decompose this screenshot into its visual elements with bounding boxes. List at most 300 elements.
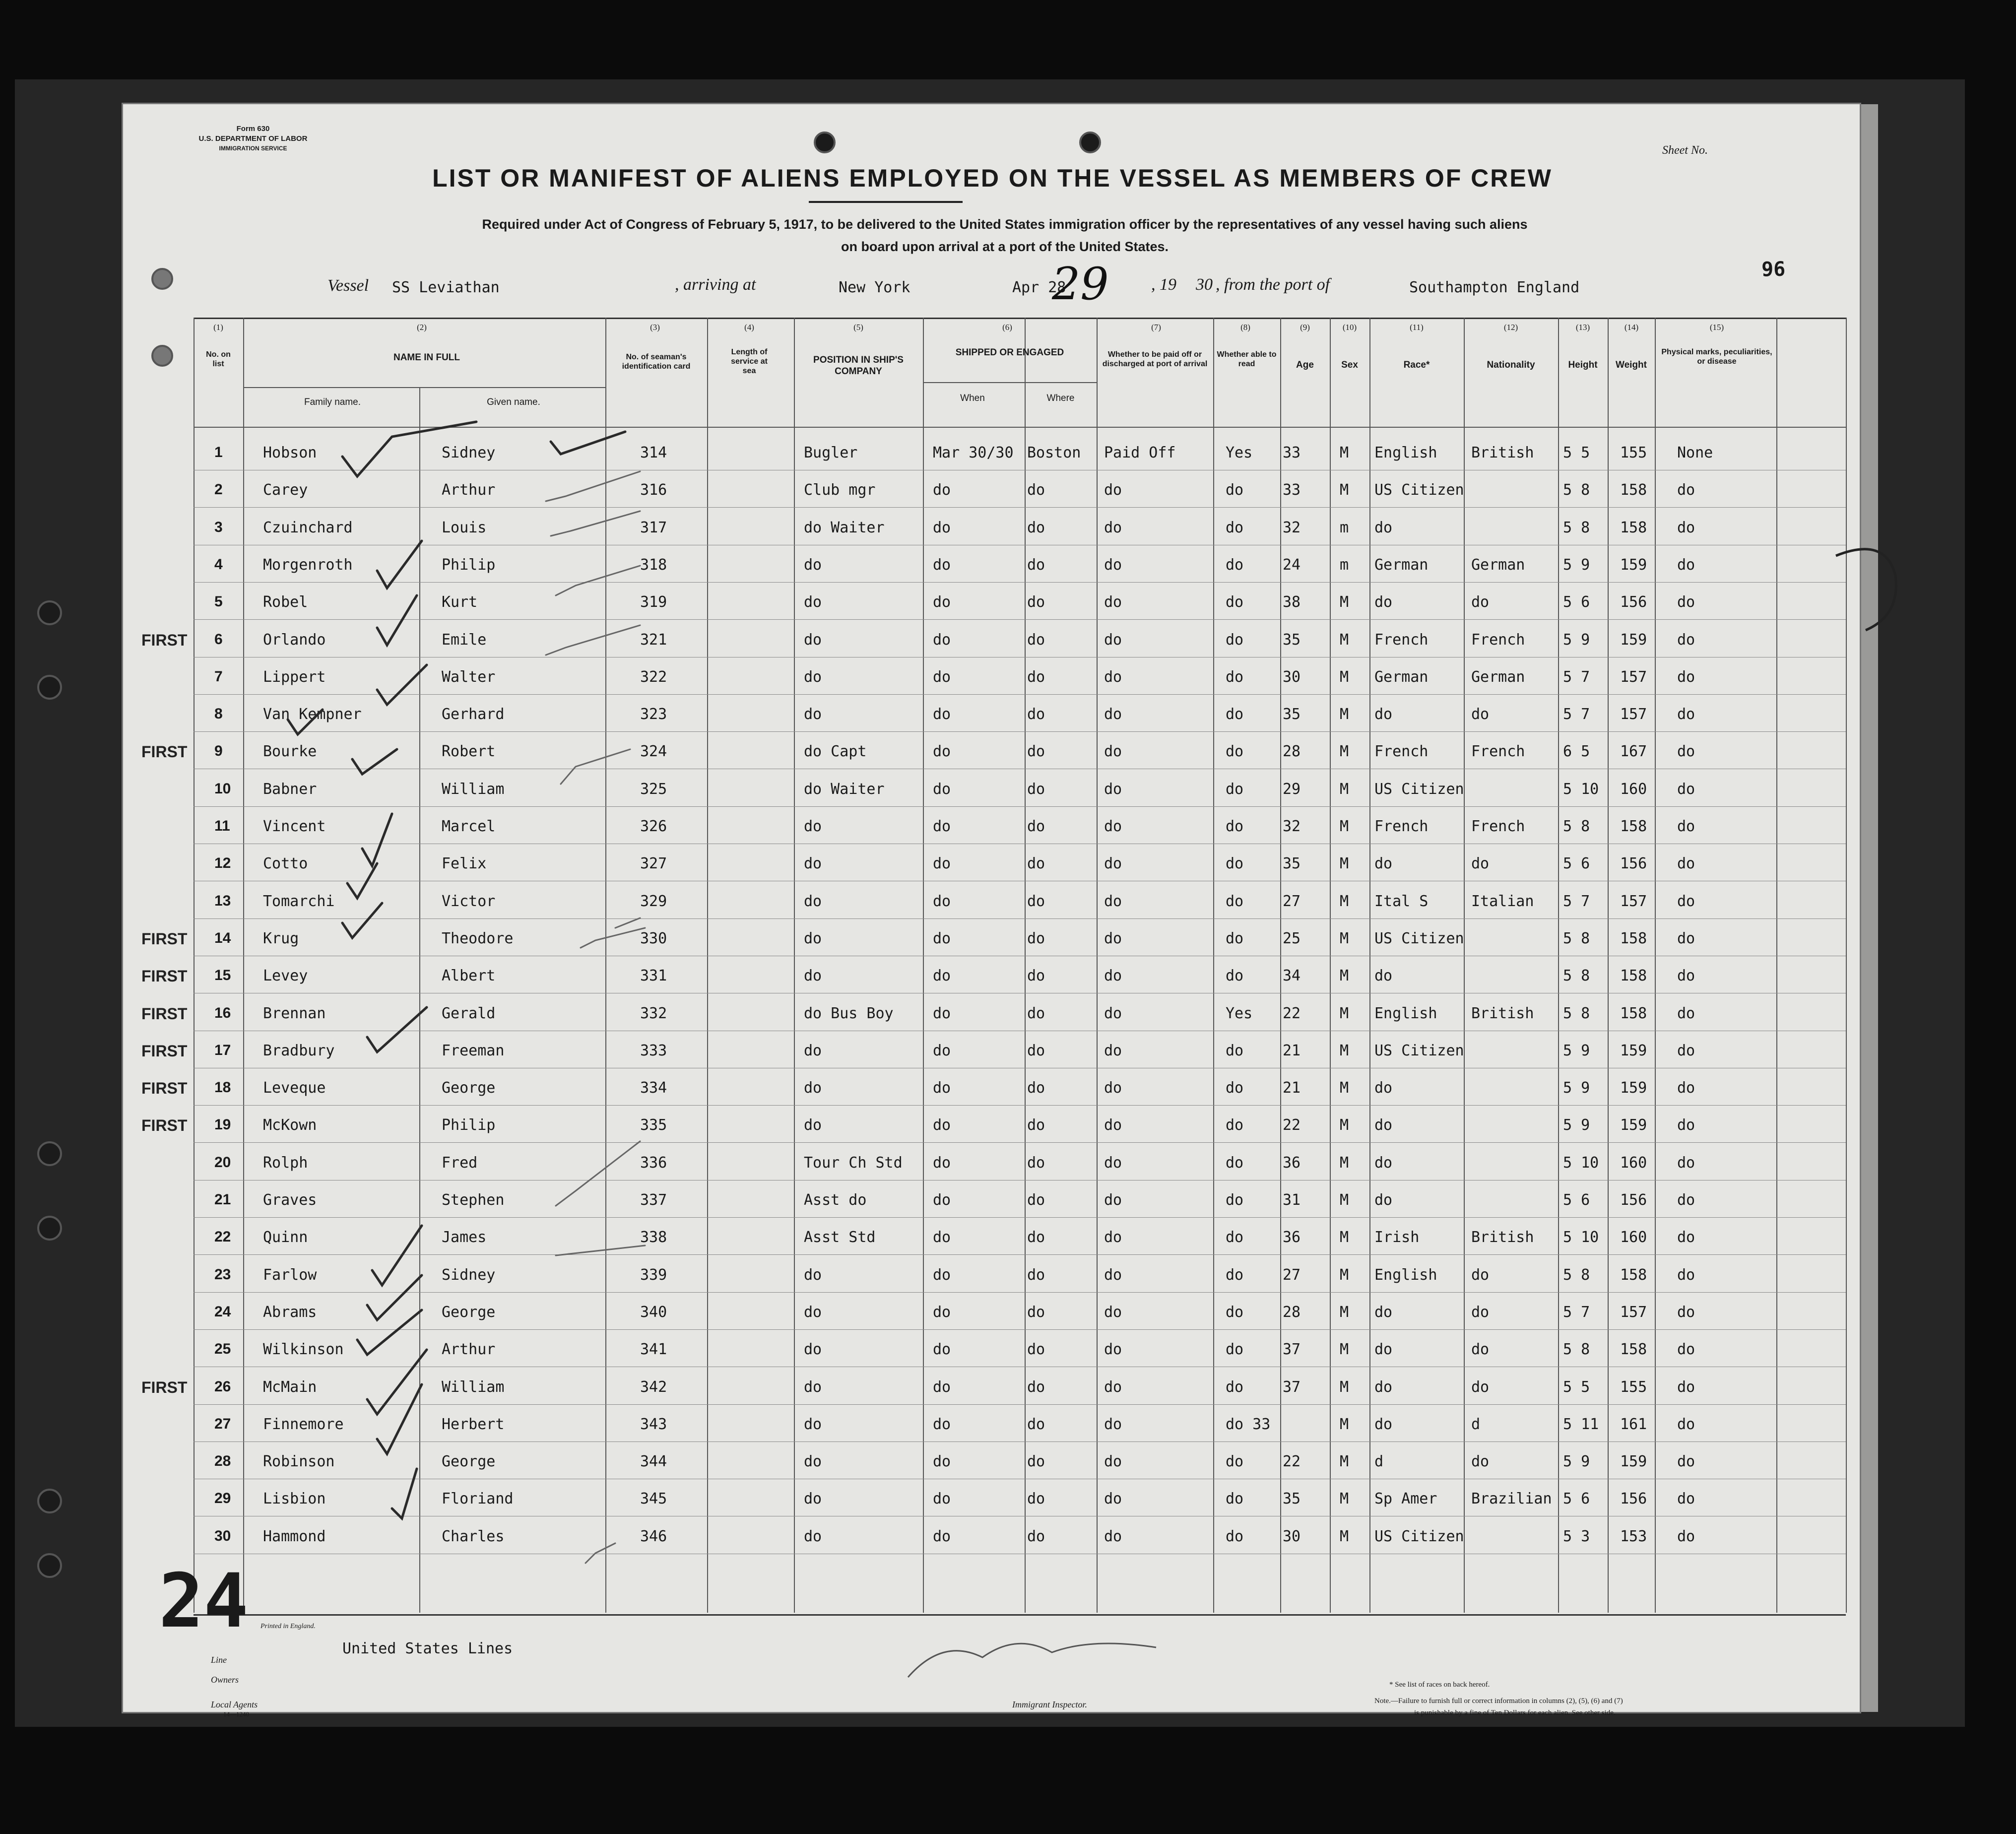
physical-marks: do bbox=[1677, 818, 1695, 835]
height: 5 8 bbox=[1563, 1004, 1590, 1022]
position: do bbox=[804, 1490, 822, 1508]
weight: 157 bbox=[1620, 892, 1647, 910]
height: 5 9 bbox=[1563, 1079, 1590, 1097]
shipped-where: do bbox=[1027, 1191, 1045, 1209]
card-number: 321 bbox=[640, 631, 667, 649]
weight: 155 bbox=[1620, 444, 1647, 461]
given-name: Freeman bbox=[442, 1042, 505, 1059]
position: do bbox=[804, 1378, 822, 1396]
given-name: William bbox=[442, 1378, 505, 1396]
family-name: Wilkinson bbox=[263, 1341, 344, 1359]
col-num-6: (6) bbox=[1002, 323, 1012, 332]
position: do bbox=[804, 1341, 822, 1359]
given-name: Emile bbox=[442, 631, 487, 649]
table-row bbox=[0, 818, 2016, 848]
shipped-where: do bbox=[1027, 631, 1045, 649]
physical-marks: do bbox=[1677, 1004, 1695, 1022]
weight: 158 bbox=[1620, 1004, 1647, 1022]
paid-off: do bbox=[1104, 519, 1122, 536]
row-number: 8 bbox=[214, 706, 223, 722]
family-name: Carey bbox=[263, 481, 308, 499]
able-to-read: do bbox=[1226, 1303, 1244, 1321]
weight: 159 bbox=[1620, 631, 1647, 649]
height: 5 7 bbox=[1563, 892, 1590, 910]
weight: 153 bbox=[1620, 1527, 1647, 1545]
weight: 160 bbox=[1620, 780, 1647, 798]
position: do bbox=[804, 1116, 822, 1134]
position: do bbox=[804, 593, 822, 611]
shipped-when: do bbox=[933, 1266, 951, 1284]
card-number: 336 bbox=[640, 1154, 667, 1172]
height: 5 8 bbox=[1563, 929, 1590, 947]
position: do bbox=[804, 967, 822, 985]
card-number: 334 bbox=[640, 1079, 667, 1097]
paid-off: do bbox=[1104, 1378, 1122, 1396]
row-number: 5 bbox=[214, 593, 223, 610]
family-name: Hobson bbox=[263, 444, 317, 461]
shipped-where: Boston bbox=[1027, 444, 1081, 461]
shipped-when: do bbox=[933, 1490, 951, 1508]
age: 22 bbox=[1283, 1004, 1301, 1022]
given-name: Charles bbox=[442, 1527, 505, 1545]
card-number: 317 bbox=[640, 519, 667, 536]
shipped-where: do bbox=[1027, 1527, 1045, 1545]
shipped-when: do bbox=[933, 1453, 951, 1471]
weight: 159 bbox=[1620, 556, 1647, 574]
given-name: Gerhard bbox=[442, 706, 505, 723]
from-port: Southampton England bbox=[1409, 279, 1580, 296]
local-agents-label: Local Agents bbox=[211, 1700, 258, 1709]
physical-marks: do bbox=[1677, 743, 1695, 761]
given-name: Theodore bbox=[442, 929, 514, 947]
shipped-where: do bbox=[1027, 1116, 1045, 1134]
shipped-when: do bbox=[933, 818, 951, 835]
paid-off: do bbox=[1104, 1079, 1122, 1097]
weight: 160 bbox=[1620, 1229, 1647, 1246]
row-number: 27 bbox=[214, 1415, 231, 1432]
table-row bbox=[0, 1191, 2016, 1221]
shipped-where: do bbox=[1027, 1453, 1045, 1471]
position: Tour Ch Std bbox=[804, 1154, 903, 1172]
card-number: 339 bbox=[640, 1266, 667, 1284]
height: 5 6 bbox=[1563, 855, 1590, 873]
shipped-when: do bbox=[933, 1154, 951, 1172]
nationality: d bbox=[1471, 1415, 1481, 1433]
row-number: 19 bbox=[214, 1116, 231, 1133]
row-number: 24 bbox=[214, 1303, 231, 1320]
physical-marks: do bbox=[1677, 1453, 1695, 1471]
race: US Citizen bbox=[1374, 929, 1464, 947]
able-to-read: do bbox=[1226, 668, 1244, 686]
shipped-when: do bbox=[933, 1415, 951, 1433]
vessel-line bbox=[327, 275, 369, 295]
nationality: do bbox=[1471, 706, 1490, 723]
card-number: 340 bbox=[640, 1303, 667, 1321]
family-name: Van Kempner bbox=[263, 706, 362, 723]
shipped-where: do bbox=[1027, 743, 1045, 761]
row-number: 12 bbox=[214, 855, 231, 872]
paid-off: do bbox=[1104, 556, 1122, 574]
col-header-length: Length of service at sea bbox=[731, 348, 768, 376]
card-number: 345 bbox=[640, 1490, 667, 1508]
age: 33 bbox=[1283, 444, 1301, 461]
weight: 159 bbox=[1620, 1079, 1647, 1097]
age: 21 bbox=[1283, 1079, 1301, 1097]
shipped-where: do bbox=[1027, 1229, 1045, 1246]
shipped-when: do bbox=[933, 929, 951, 947]
age: 37 bbox=[1283, 1341, 1301, 1359]
shipped-where: do bbox=[1027, 1415, 1045, 1433]
given-name: George bbox=[442, 1079, 496, 1097]
shipped-where: do bbox=[1027, 1266, 1045, 1284]
col-header-name: NAME IN FULL bbox=[393, 352, 460, 363]
age: 32 bbox=[1283, 818, 1301, 835]
table-row bbox=[0, 781, 2016, 810]
card-number: 338 bbox=[640, 1229, 667, 1246]
page-title: LIST OR MANIFEST OF ALIENS EMPLOYED ON THE VESSEL AS MEMBERS OF CREW bbox=[432, 164, 1553, 192]
col-header-weight: Weight bbox=[1616, 360, 1647, 370]
shipped-when: do bbox=[933, 1527, 951, 1545]
physical-marks: do bbox=[1677, 1191, 1695, 1209]
nationality: do bbox=[1471, 1341, 1490, 1359]
row-rule bbox=[194, 1329, 1846, 1330]
weight: 161 bbox=[1620, 1415, 1647, 1433]
position: do bbox=[804, 892, 822, 910]
able-to-read: do bbox=[1226, 1229, 1244, 1246]
weight: 156 bbox=[1620, 593, 1647, 611]
header-rule bbox=[923, 382, 1097, 383]
card-number: 346 bbox=[640, 1527, 667, 1545]
shipped-when: do bbox=[933, 1378, 951, 1396]
shipped-when: do bbox=[933, 1116, 951, 1134]
weight: 156 bbox=[1620, 855, 1647, 873]
family-name: Robinson bbox=[263, 1453, 335, 1471]
nationality: British bbox=[1471, 444, 1534, 461]
family-name: Lisbion bbox=[263, 1490, 326, 1508]
sex: m bbox=[1340, 556, 1349, 574]
age: 28 bbox=[1283, 1303, 1301, 1321]
form-number: Form 630 bbox=[236, 125, 270, 133]
form-info bbox=[149, 124, 357, 152]
department: U.S. DEPARTMENT OF LABOR bbox=[198, 134, 308, 143]
sex: M bbox=[1340, 593, 1349, 611]
able-to-read: do bbox=[1226, 1042, 1244, 1059]
height: 5 10 bbox=[1563, 1154, 1599, 1172]
height: 5 7 bbox=[1563, 1303, 1590, 1321]
given-name: Arthur bbox=[442, 481, 496, 499]
col-header-family: Family name. bbox=[304, 397, 361, 407]
card-number: 326 bbox=[640, 818, 667, 835]
position: do bbox=[804, 556, 822, 574]
row-rule bbox=[194, 694, 1846, 695]
physical-marks: do bbox=[1677, 892, 1695, 910]
weight: 158 bbox=[1620, 481, 1647, 499]
row-number: 16 bbox=[214, 1004, 231, 1021]
col-num-2: (2) bbox=[417, 323, 427, 332]
nationality: German bbox=[1471, 556, 1525, 574]
age: 28 bbox=[1283, 743, 1301, 761]
position: do bbox=[804, 929, 822, 947]
table-row bbox=[0, 1042, 2016, 1072]
able-to-read: do bbox=[1226, 1490, 1244, 1508]
nationality: British bbox=[1471, 1229, 1534, 1246]
age: 31 bbox=[1283, 1191, 1301, 1209]
col-header-shipped: SHIPPED OR ENGAGED bbox=[955, 347, 1064, 358]
height: 5 6 bbox=[1563, 1191, 1590, 1209]
race: US Citizen bbox=[1374, 780, 1464, 798]
sex: M bbox=[1340, 1303, 1349, 1321]
page-number: 96 bbox=[1761, 258, 1786, 281]
shipped-where: do bbox=[1027, 481, 1045, 499]
family-name: McMain bbox=[263, 1378, 317, 1396]
table-row bbox=[0, 967, 2016, 997]
physical-marks: do bbox=[1677, 631, 1695, 649]
sex: M bbox=[1340, 743, 1349, 761]
shipped-where: do bbox=[1027, 1154, 1045, 1172]
col-num-11: (11) bbox=[1410, 323, 1424, 332]
given-name: Marcel bbox=[442, 818, 496, 835]
height: 5 9 bbox=[1563, 1042, 1590, 1059]
table-row bbox=[0, 1229, 2016, 1258]
shipped-where: do bbox=[1027, 1490, 1045, 1508]
shipped-where: do bbox=[1027, 892, 1045, 910]
age: 36 bbox=[1283, 1154, 1301, 1172]
able-to-read: do bbox=[1226, 855, 1244, 873]
able-to-read: do bbox=[1226, 1453, 1244, 1471]
shipped-when: do bbox=[933, 481, 951, 499]
given-name: Walter bbox=[442, 668, 496, 686]
race: do bbox=[1374, 519, 1393, 536]
printed-note: Printed in England. bbox=[260, 1623, 316, 1630]
row-number: 7 bbox=[214, 668, 223, 685]
physical-marks: do bbox=[1677, 1229, 1695, 1246]
age: 30 bbox=[1283, 1527, 1301, 1545]
col-header-card: No. of seaman's identification card bbox=[622, 353, 691, 371]
sex: M bbox=[1340, 1116, 1349, 1134]
row-number: 3 bbox=[214, 519, 223, 535]
physical-marks: do bbox=[1677, 706, 1695, 723]
paid-off: do bbox=[1104, 892, 1122, 910]
weight: 156 bbox=[1620, 1191, 1647, 1209]
sex: M bbox=[1340, 668, 1349, 686]
table-row bbox=[0, 930, 2016, 960]
sex: M bbox=[1340, 1042, 1349, 1059]
row-rule bbox=[194, 918, 1846, 919]
height: 5 8 bbox=[1563, 1266, 1590, 1284]
handwritten-date: 29 bbox=[1052, 258, 1109, 310]
position: do bbox=[804, 668, 822, 686]
paid-off: do bbox=[1104, 706, 1122, 723]
row-number: 4 bbox=[214, 556, 223, 573]
position: do bbox=[804, 1042, 822, 1059]
shipped-when: do bbox=[933, 1191, 951, 1209]
card-number: 341 bbox=[640, 1341, 667, 1359]
table-row bbox=[0, 1341, 2016, 1371]
race: do bbox=[1374, 1079, 1393, 1097]
given-name: Sidney bbox=[442, 444, 496, 461]
position: do bbox=[804, 1303, 822, 1321]
nationality: do bbox=[1471, 1303, 1490, 1321]
row-number: 11 bbox=[214, 818, 230, 834]
row-number: 30 bbox=[214, 1527, 231, 1544]
row-mark: FIRST bbox=[141, 929, 188, 948]
subtitle-line-2: on board upon arrival at a port of the United States. bbox=[841, 239, 1169, 254]
able-to-read: do bbox=[1226, 1527, 1244, 1545]
sheet-number-label: Sheet No. bbox=[1662, 144, 1708, 157]
sex: M bbox=[1340, 1490, 1349, 1508]
paid-off: do bbox=[1104, 818, 1122, 835]
given-name: Felix bbox=[442, 855, 487, 873]
col-num-8: (8) bbox=[1240, 323, 1250, 332]
paid-off: do bbox=[1104, 481, 1122, 499]
row-rule bbox=[194, 1217, 1846, 1218]
races-note: * See list of races on back hereof. bbox=[1389, 1681, 1490, 1689]
table-row bbox=[0, 706, 2016, 735]
able-to-read: do bbox=[1226, 1079, 1244, 1097]
weight: 160 bbox=[1620, 1154, 1647, 1172]
physical-marks: do bbox=[1677, 1341, 1695, 1359]
sex: M bbox=[1340, 1415, 1349, 1433]
age: 24 bbox=[1283, 556, 1301, 574]
shipped-when: do bbox=[933, 892, 951, 910]
given-name: Louis bbox=[442, 519, 487, 536]
physical-marks: do bbox=[1677, 1415, 1695, 1433]
age: 21 bbox=[1283, 1042, 1301, 1059]
col-num-12: (12) bbox=[1503, 323, 1518, 332]
vessel-name: SS Leviathan bbox=[392, 279, 500, 296]
physical-marks: do bbox=[1677, 1266, 1695, 1284]
table-row bbox=[0, 668, 2016, 698]
sex: M bbox=[1340, 1527, 1349, 1545]
row-rule bbox=[194, 1292, 1846, 1293]
row-number: 17 bbox=[214, 1042, 231, 1058]
table-row bbox=[0, 1490, 2016, 1520]
row-number: 29 bbox=[214, 1490, 231, 1507]
height: 5 8 bbox=[1563, 1341, 1590, 1359]
col-header-marks: Physical marks, peculiarities, or disease bbox=[1661, 348, 1772, 366]
row-rule bbox=[194, 1142, 1846, 1143]
family-name: Brennan bbox=[263, 1004, 326, 1022]
paid-off: do bbox=[1104, 929, 1122, 947]
family-name: McKown bbox=[263, 1116, 317, 1134]
paid-off: do bbox=[1104, 1042, 1122, 1059]
age: 35 bbox=[1283, 1490, 1301, 1508]
row-number: 22 bbox=[214, 1229, 231, 1245]
row-number: 14 bbox=[214, 929, 231, 946]
card-number: 344 bbox=[640, 1453, 667, 1471]
weight: 167 bbox=[1620, 743, 1647, 761]
race: US Citizen bbox=[1374, 481, 1464, 499]
race: do bbox=[1374, 1415, 1393, 1433]
sex: M bbox=[1340, 929, 1349, 947]
height: 5 5 bbox=[1563, 1378, 1590, 1396]
family-name: Krug bbox=[263, 929, 299, 947]
row-number: 18 bbox=[214, 1079, 231, 1096]
paid-off: do bbox=[1104, 967, 1122, 985]
position: Bugler bbox=[804, 444, 858, 461]
paid-off: do bbox=[1104, 1116, 1122, 1134]
fine-note-1: Note.—Failure to furnish full or correct information in columns (2), (5), (6) and (7) bbox=[1374, 1697, 1623, 1705]
able-to-read: do bbox=[1226, 706, 1244, 723]
given-name: James bbox=[442, 1229, 487, 1246]
col-num-10: (10) bbox=[1342, 323, 1357, 332]
weight: 157 bbox=[1620, 668, 1647, 686]
physical-marks: do bbox=[1677, 1527, 1695, 1545]
family-name: Lippert bbox=[263, 668, 326, 686]
table-row bbox=[0, 444, 2016, 474]
height: 5 9 bbox=[1563, 1116, 1590, 1134]
col-header-age: Age bbox=[1296, 360, 1314, 370]
table-row bbox=[0, 1005, 2016, 1035]
col-header-when: When bbox=[960, 393, 985, 403]
race: German bbox=[1374, 556, 1429, 574]
shipped-when: do bbox=[933, 855, 951, 873]
shipped-when: do bbox=[933, 593, 951, 611]
position: do Waiter bbox=[804, 780, 885, 798]
col-num-13: (13) bbox=[1575, 323, 1590, 332]
shipped-where: do bbox=[1027, 1004, 1045, 1022]
table-row bbox=[0, 1304, 2016, 1333]
shipped-when: do bbox=[933, 556, 951, 574]
sex: M bbox=[1340, 1154, 1349, 1172]
given-name: Arthur bbox=[442, 1341, 496, 1359]
row-number: 13 bbox=[214, 892, 231, 909]
inspector-label: Immigrant Inspector. bbox=[1012, 1700, 1087, 1709]
row-mark: FIRST bbox=[141, 1004, 188, 1023]
card-number: 316 bbox=[640, 481, 667, 499]
row-rule bbox=[194, 582, 1846, 583]
race: do bbox=[1374, 1378, 1393, 1396]
paid-off: do bbox=[1104, 743, 1122, 761]
shipped-when: do bbox=[933, 1079, 951, 1097]
card-number: 335 bbox=[640, 1116, 667, 1134]
arriving-port: New York bbox=[839, 279, 910, 296]
physical-marks: do bbox=[1677, 1303, 1695, 1321]
family-name: Finnemore bbox=[263, 1415, 344, 1433]
service: IMMIGRATION SERVICE bbox=[219, 144, 287, 152]
col-header-position: POSITION IN SHIP'S COMPANY bbox=[813, 355, 904, 377]
age: 27 bbox=[1283, 892, 1301, 910]
age: 34 bbox=[1283, 967, 1301, 985]
fine-note-2: is punishable by a fine of Ten Dollars for each alien. See other side. bbox=[1414, 1709, 1616, 1717]
race: Sp Amer bbox=[1374, 1490, 1437, 1508]
col-num-1: (1) bbox=[213, 323, 223, 332]
from-port-label: , from the port of bbox=[1216, 275, 1330, 294]
height: 5 6 bbox=[1563, 1490, 1590, 1508]
col-header-height: Height bbox=[1568, 360, 1598, 370]
height: 5 7 bbox=[1563, 706, 1590, 723]
shipped-when: do bbox=[933, 631, 951, 649]
paid-off: do bbox=[1104, 855, 1122, 873]
race: US Citizen bbox=[1374, 1042, 1464, 1059]
height: 5 9 bbox=[1563, 631, 1590, 649]
title-underline bbox=[809, 201, 963, 203]
shipped-where: do bbox=[1027, 1341, 1045, 1359]
height: 5 11 bbox=[1563, 1415, 1599, 1433]
shipped-when: do bbox=[933, 743, 951, 761]
given-name: William bbox=[442, 780, 505, 798]
race: do bbox=[1374, 967, 1393, 985]
height: 5 6 bbox=[1563, 593, 1590, 611]
row-number: 26 bbox=[214, 1378, 231, 1395]
race: d bbox=[1374, 1453, 1384, 1471]
shipped-when: do bbox=[933, 1004, 951, 1022]
nationality: do bbox=[1471, 593, 1490, 611]
row-number: 25 bbox=[214, 1341, 231, 1358]
shipped-when: Mar 30/30 bbox=[933, 444, 1014, 461]
able-to-read: do bbox=[1226, 1116, 1244, 1134]
nationality: British bbox=[1471, 1004, 1534, 1022]
